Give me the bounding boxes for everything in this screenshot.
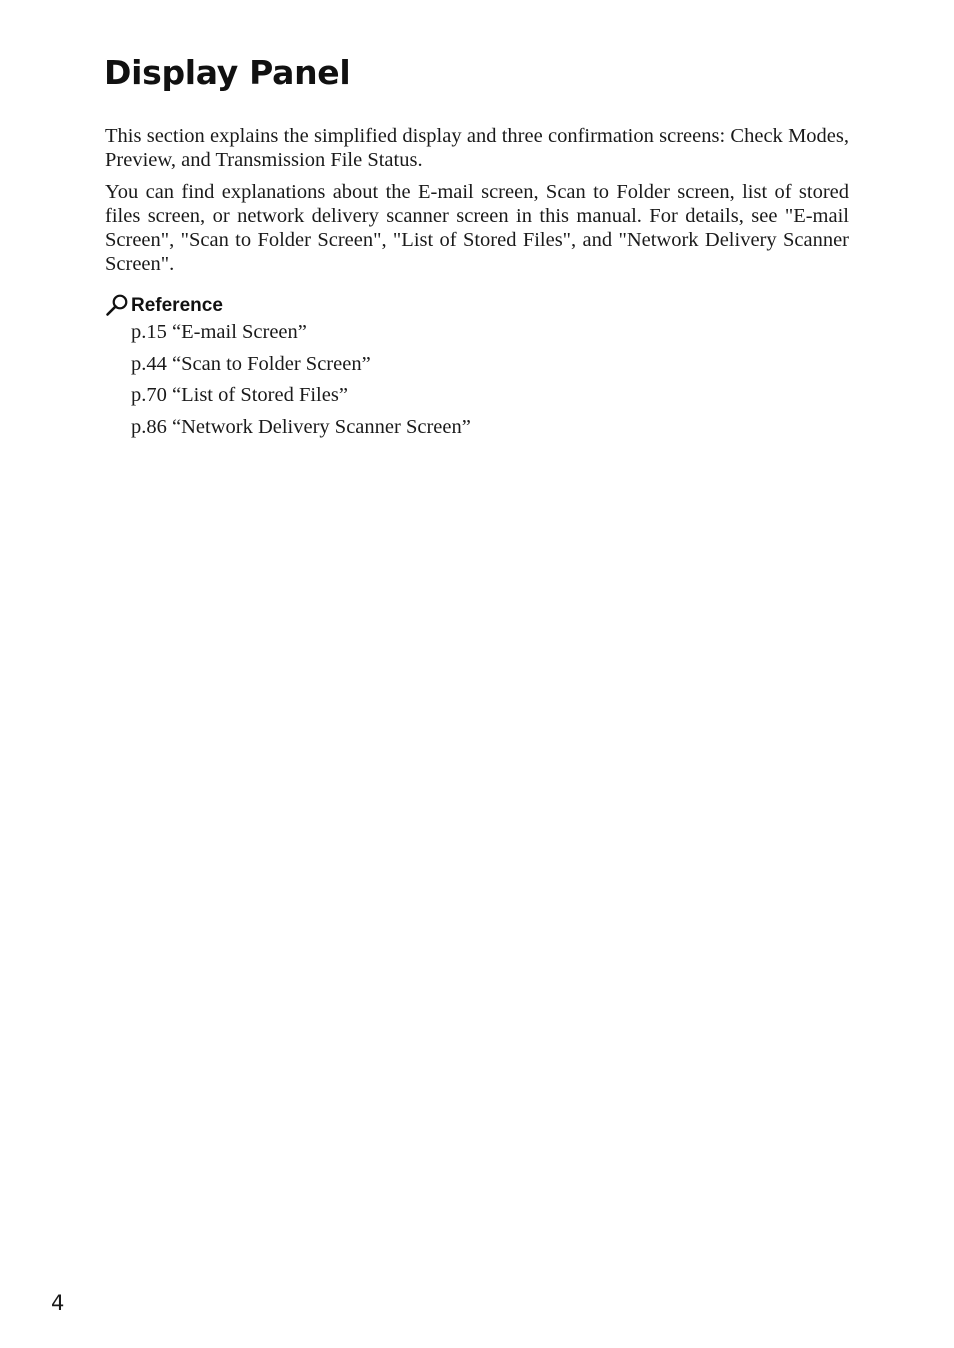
reference-item-stored-files[interactable]: p.70 “List of Stored Files” bbox=[131, 384, 348, 406]
reference-item-scan-to-folder[interactable]: p.44 “Scan to Folder Screen” bbox=[131, 352, 371, 375]
page-title: Display Panel bbox=[104, 53, 351, 92]
intro-paragraph: This section explains the simplified display and three confirmation screens: Check Modes, Preview, and Transmission File Status. bbox=[105, 125, 849, 171]
reference-item-network-delivery[interactable]: p.86 “Network Delivery Scanner Screen” bbox=[131, 415, 471, 438]
reference-item-email-screen[interactable]: p.15 “E-mail Screen” bbox=[131, 321, 307, 343]
reference-heading bbox=[105, 287, 223, 317]
reference-label: Reference bbox=[131, 295, 223, 316]
reference-list bbox=[131, 320, 471, 446]
explanation-paragraph: You can find explanations about the E-mail screen, Scan to Folder screen, list of stored files screen, or network delivery scanner screen in this manual. For details, see "E-mail Screen", "Scan to Folder Screen", "List of Stored Files", and "Network Delivery Scanner Screen". bbox=[105, 181, 849, 275]
page-number: 4 bbox=[51, 1291, 65, 1315]
magnifier-icon bbox=[105, 293, 129, 317]
